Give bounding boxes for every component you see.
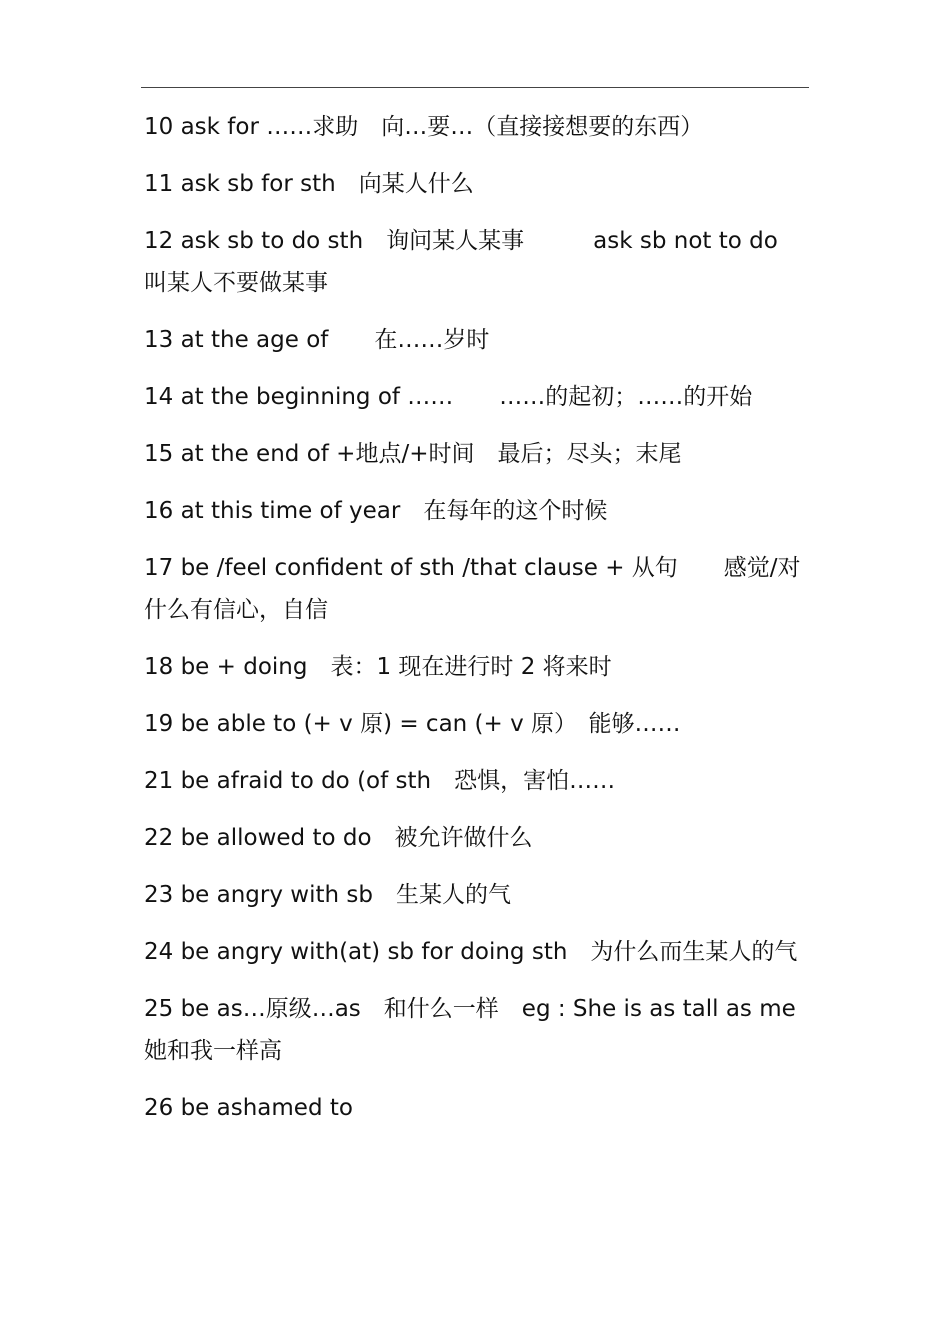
header-divider: [141, 87, 809, 88]
phrase-entry-19: 19 be able to (+ v 原) = can (+ v 原） 能够……: [144, 711, 681, 737]
phrase-entry-15: 15 at the end of +地点/+时间 最后；尽头；末尾: [144, 441, 682, 467]
phrase-entry-18: 18 be + doing 表：1 现在进行时 2 将来时: [144, 654, 612, 680]
phrase-list: [144, 106, 804, 1144]
phrase-entry-23: 23 be angry with sb 生某人的气: [144, 882, 511, 908]
phrase-entry-26: 26 be ashamed to: [144, 1095, 353, 1121]
phrase-entry-25: 25 be as…原级…as 和什么一样 eg : She is as tall as me 她和我一样高: [144, 996, 804, 1064]
phrase-entry-17: 17 be /feel confident of sth /that clause + 从句 感觉/对什么有信心，自信: [144, 555, 801, 623]
phrase-entry-21: 21 be afraid to do (of sth 恐惧，害怕……: [144, 768, 616, 794]
phrase-entry-16: 16 at this time of year 在每年的这个时候: [144, 498, 608, 524]
phrase-entry-12: 12 ask sb to do sth 询问某人某事 ask sb not to do 叫某人不要做某事: [144, 228, 786, 296]
phrase-entry-14: 14 at the beginning of …… ……的起初；……的开始: [144, 384, 753, 410]
phrase-entry-10: 10 ask for ……求助 向…要…（直接接想要的东西）: [144, 114, 704, 140]
phrase-entry-24: 24 be angry with(at) sb for doing sth 为什么而生某人的气: [144, 939, 798, 965]
phrase-entry-11: 11 ask sb for sth 向某人什么: [144, 171, 474, 197]
phrase-entry-13: 13 at the age of 在……岁时: [144, 327, 490, 353]
phrase-entry-22: 22 be allowed to do 被允许做什么: [144, 825, 533, 851]
